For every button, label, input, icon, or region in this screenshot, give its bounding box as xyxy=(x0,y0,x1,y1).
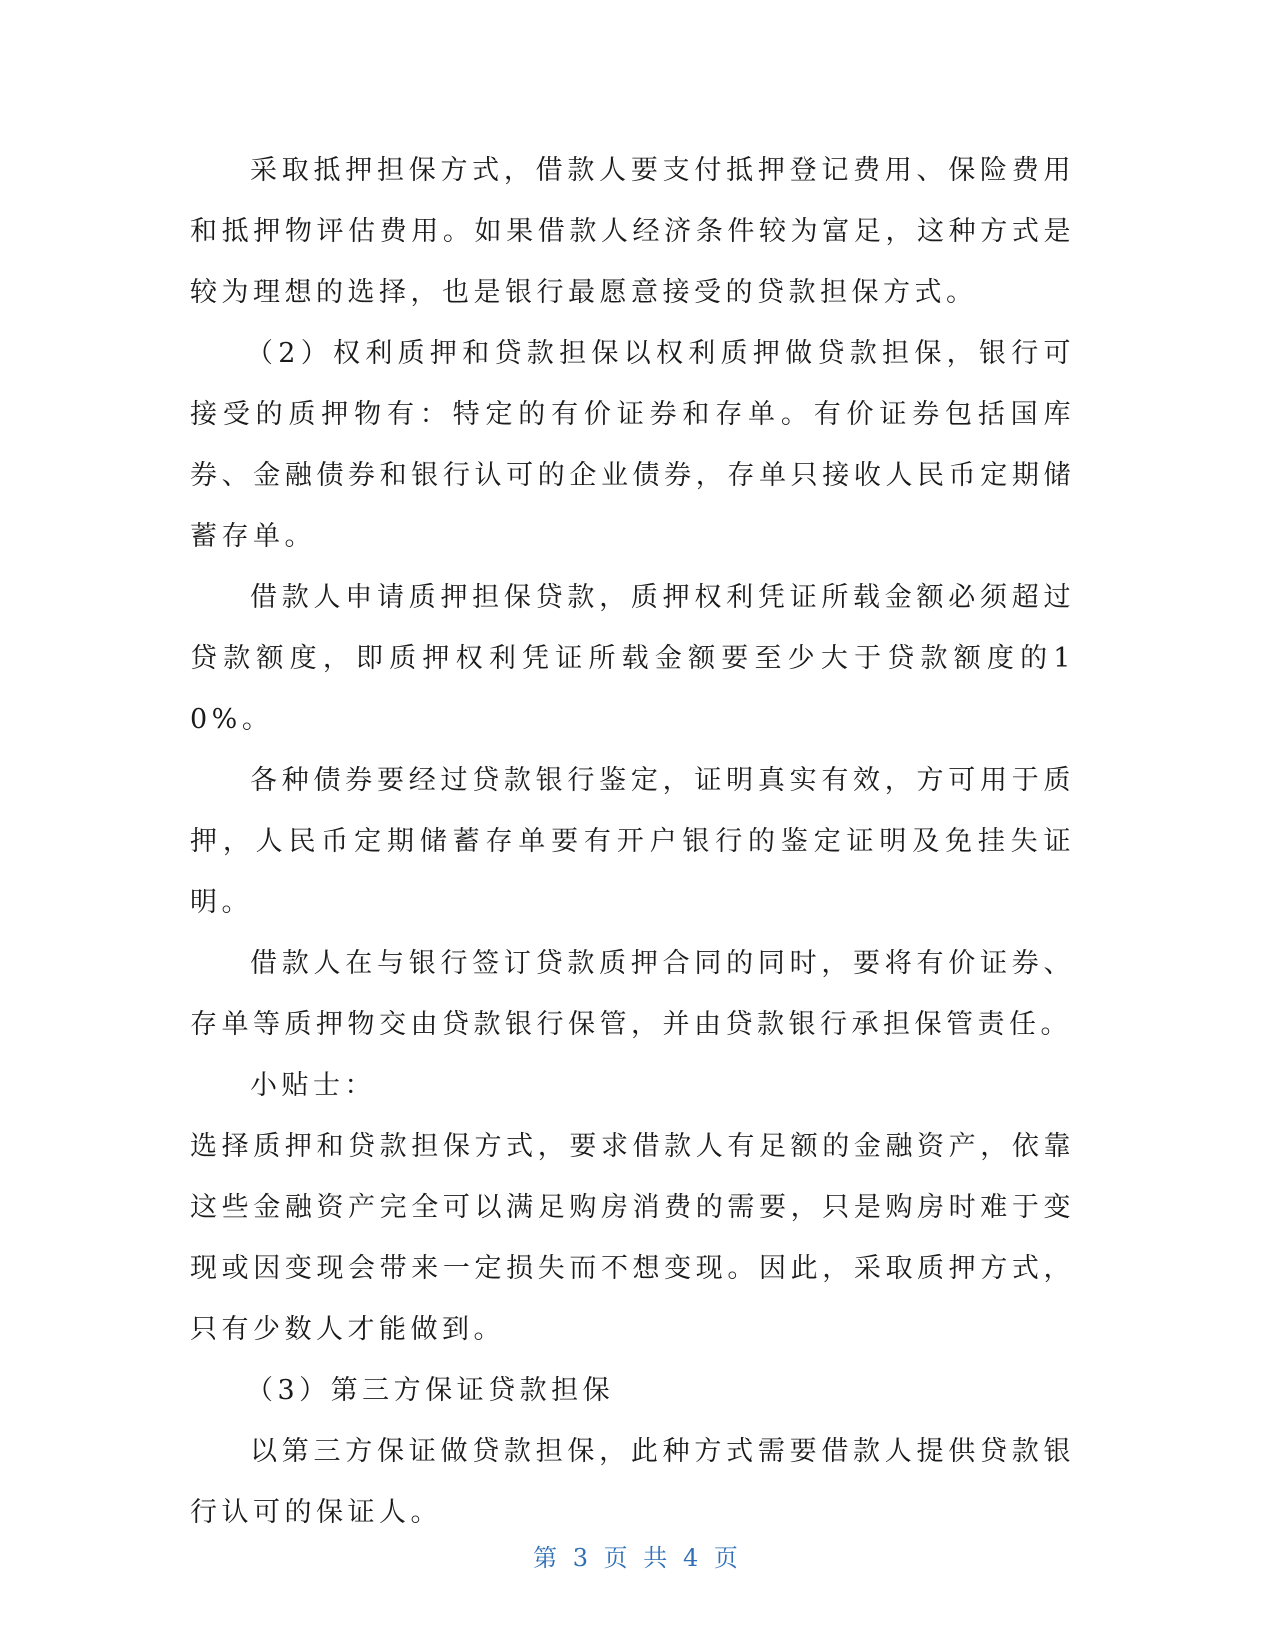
paragraph-mortgage-costs: 采取抵押担保方式，借款人要支付抵押登记费用、保险费用和抵押物评估费用。如果借款人经济条件较为富足，这种方式是较为理想的选择，也是银行最愿意接受的贷款担保方式。 xyxy=(190,155,1075,308)
page-footer xyxy=(0,1538,1275,1573)
tips-body: 选择质押和贷款担保方式，要求借款人有足额的金融资产，依靠这些金融资产完全可以满足购房消费的需要，只是购房时难于变现或因变现会带来一定损失而不想变现。因此，采取质押方式，只有少数人才能做到。 xyxy=(190,1131,1075,1345)
paragraph-third-party-guarantee: 以第三方保证做贷款担保，此种方式需要借款人提供贷款银行认可的保证人。 xyxy=(190,1436,1075,1528)
paragraph-pledge-amount: 借款人申请质押担保贷款，质押权利凭证所载金额必须超过贷款额度，即质押权利凭证所载金额要至少大于贷款额度的10%。 xyxy=(190,582,1075,735)
tips-heading: 小贴士： xyxy=(250,1070,376,1101)
paragraph-rights-pledge: （2）权利质押和贷款担保以权利质押做贷款担保，银行可接受的质押物有：特定的有价证券和存单。有价证券包括国库券、金融债券和银行认可的企业债券，存单只接收人民币定期储蓄存单。 xyxy=(190,338,1075,552)
document-body xyxy=(190,140,1075,1543)
paragraph-custody: 借款人在与银行签订贷款质押合同的同时，要将有价证券、存单等质押物交由贷款银行保管，并由贷款银行承担保管责任。 xyxy=(190,948,1075,1040)
page-number-label: 第 3 页 共 4 页 xyxy=(533,1544,742,1572)
paragraph-bond-verification: 各种债券要经过贷款银行鉴定，证明真实有效，方可用于质押，人民币定期储蓄存单要有开户银行的鉴定证明及免挂失证明。 xyxy=(190,765,1075,918)
section-heading-third-party: （3）第三方保证贷款担保 xyxy=(246,1375,615,1406)
